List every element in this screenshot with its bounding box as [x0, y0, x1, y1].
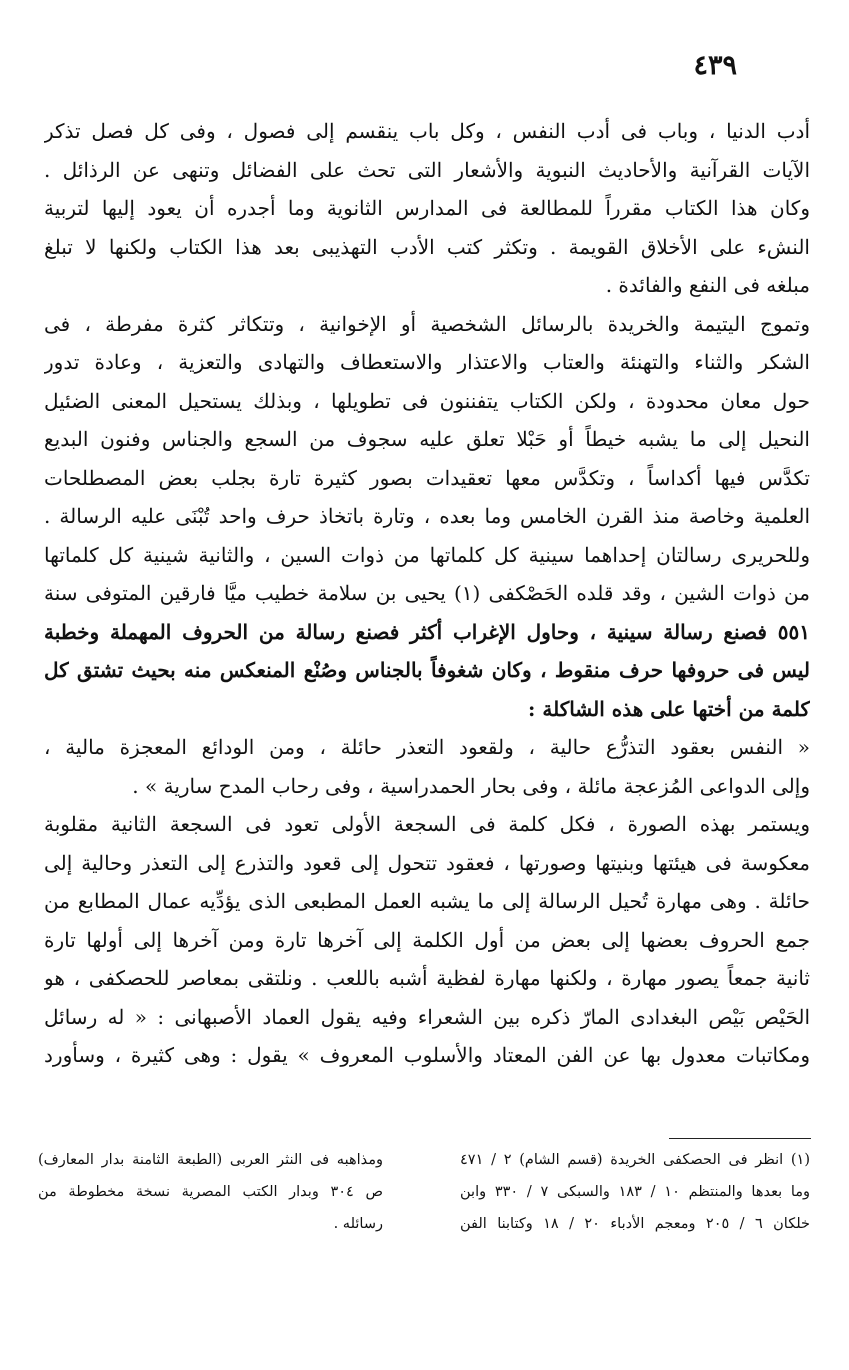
text-line: ليس فى حروفها حرف منقوط ، وكان شغوفاً بالجناس وصُنْع المنعكس منه بحيث تشتق كل	[44, 658, 810, 682]
footnote-line: رسائله .	[333, 1216, 383, 1232]
footnotes	[38, 1144, 810, 1264]
footnote-divider	[669, 1138, 811, 1139]
text-line: النحيل إلى ما يشبه خيطاً أو حَبْلا تعلق عليه سجوف من السجع والجناس وفنون البديع	[44, 427, 810, 451]
text-line: ويستمر بهذه الصورة ، فكل كلمة فى السجعة الأولى تعود فى السجعة الثانية مقلوبة	[44, 812, 810, 836]
text-line: ٥٥١ فصنع رسالة سينية ، وحاول الإغراب أكثر فصنع رسالة من الحروف المهملة وخطبة	[44, 619, 810, 644]
text-line: الشكر والثناء والتهنئة والعتاب والاعتذار والاستعطاف والتهادى والتعزية ، وعادة تدور	[44, 350, 810, 374]
text-line: « النفس بعقود التذرُّع حالية ، ولقعود التعذر حائلة ، ومن الودائع المعجزة مالية ،	[44, 735, 810, 759]
text-line: وكان هذا الكتاب مقرراً للمطالعة فى المدارس الثانوية وما أجدره أن يعود إليها لتربية	[44, 196, 810, 220]
text-line: وإلى الدواعى المُزعجة مائلة ، وفى بحار الحمدراسية ، وفى رحاب المدح سارية » .	[132, 773, 810, 798]
text-line: من ذوات الشين ، وقد قلده الحَصْكفى (١) يحيى بن سلامة خطيب ميَّا فارقين المتوفى سنة	[44, 581, 810, 605]
text-line: الحَيْص بَيْص البغدادى المارّ ذكره بين الشعراء وفيه يقول العماد الأصبهانى : « له رسائل	[44, 1004, 810, 1029]
text-line: حائلة . وهى مهارة تُحيل الرسالة إلى ما يشبه العمل المطبعى الذى يؤدِّيه عمال المطابع من	[44, 889, 810, 913]
footnote-line: وما بعدها والمنتظم ١٠ / ١٨٣ والسبكى ٧ / ٣٣٠ وابن	[460, 1184, 810, 1200]
text-line: النشء على الأخلاق القويمة . وتكثر كتب الأدب التهذيبى بعد هذا الكتاب ولكنها لا تبلغ	[44, 234, 810, 259]
text-line: كلمة من أختها على هذه الشاكلة :	[528, 696, 810, 721]
text-line: تكدَّس فيها أكداساً ، وتكدَّس معها تعقيدات بصور كثيرة تارة بجلب بعض المصطلحات	[44, 465, 810, 490]
text-line: ثانية جمعاً يصور مهارة ، ولكنها مهارة لفظية أشبه باللعب . ونلتقى بمعاصر للحصكفى ، هو	[44, 966, 810, 990]
footnote-line: (١) انظر فى الحصكفى الخريدة (قسم الشام) ٢ / ٤٧١	[460, 1152, 810, 1168]
footnote-line: ومذاهبه فى النثر العربى (الطبعة الثامنة بدار المعارف)	[38, 1152, 383, 1168]
text-line: أدب الدنيا ، وباب فى أدب النفس ، وكل باب ينقسم إلى فصول ، وفى كل فصل تذكر	[44, 119, 810, 143]
text-line: ومكاتبات معدول بها عن الفن المعتاد والأسلوب المعروف » يقول : وهى كثيرة ، وسأورد	[44, 1043, 810, 1067]
text-line: حول معان محدودة ، ولكن الكتاب يتفننون فى تطويلها ، وبذلك يستحيل المعنى الضئيل	[44, 388, 810, 413]
text-line: وتموج اليتيمة والخريدة بالرسائل الشخصية أو الإخوانية ، وتتكاثر كثرة مفرطة ، فى	[44, 311, 810, 336]
footnote-line: خلكان ٦ / ٢٠٥ ومعجم الأدباء ٢٠ / ١٨ وكتابنا الفن	[460, 1216, 810, 1232]
body-text	[44, 112, 810, 1075]
text-line: معكوسة فى هيئتها وبنيتها وصورتها ، فعقود تتحول إلى قعود والتذرع إلى التعذر وحالية إلى	[44, 850, 810, 875]
text-line: وللحريرى رسالتان إحداهما سينية كل كلماتها من ذوات السين ، والثانية شينية كل كلماتها	[44, 542, 810, 567]
footnote-column-right	[460, 1144, 810, 1240]
text-line: الآيات القرآنية والأحاديث النبوية والأشعار التى تحث على الفضائل وتنهى عن الرذائل .	[44, 157, 810, 182]
page-number: ٤٣٩	[693, 50, 737, 81]
footnote-column-left	[38, 1144, 383, 1240]
text-line: العلمية وخاصة منذ القرن الخامس وما بعده ، وتارة باتخاذ حرف واحد تُبْنَى عليه الرسالة .	[44, 504, 810, 528]
footnote-line: ص ٣٠٤ وبدار الكتب المصرية نسخة مخطوطة من	[38, 1184, 383, 1200]
text-line: جمع الحروف بعضها إلى بعض من أول الكلمة إلى آخرها تارة ومن آخرها إلى أولها تارة	[44, 927, 810, 952]
text-line: مبلغه فى النفع والفائدة .	[605, 273, 810, 297]
